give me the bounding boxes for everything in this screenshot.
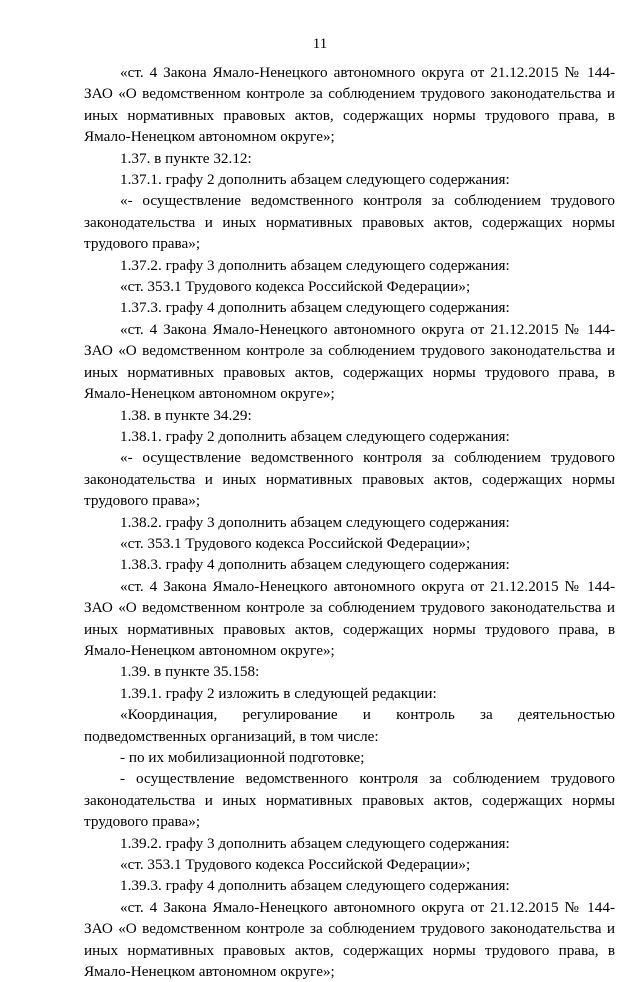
paragraph: «ст. 4 Закона Ямало-Ненецкого автономного округа от 21.12.2015 № 144-ЗАО «О ведомственном контроле за соблюдением трудового законодательства и иных нормативных правовых актов, содержащих нормы трудового права, в Ямало-Ненецком автономном округе»; [84, 64, 615, 146]
paragraph: - по их мобилизационной подготовке; [120, 749, 365, 766]
paragraph: 1.39.2. графу 3 дополнить абзацем следующего содержания: [120, 834, 510, 852]
paragraph: 1.39.3. графу 4 дополнить абзацем следующего содержания: [120, 877, 510, 895]
paragraph: 1.38.2. графу 3 дополнить абзацем следующего содержания: [120, 513, 510, 531]
paragraph: - осуществление ведомственного контроля за соблюдением трудового законодательства и иных нормативных правовых актов, содержащих нормы трудового права»; [84, 770, 615, 831]
paragraph: 1.39.1. графу 2 изложить в следующей редакции: [120, 684, 437, 702]
paragraph: «ст. 4 Закона Ямало-Ненецкого автономного округа от 21.12.2015 № 144-ЗАО «О ведомственном контроле за соблюдением трудового законодательства и иных нормативных правовых актов, содержащих нормы трудового права, в Ямало-Ненецком автономном округе»; [84, 320, 615, 403]
paragraph: 1.38.3. графу 4 дополнить абзацем следующего содержания: [120, 556, 510, 574]
document-body [84, 62, 615, 982]
paragraph: «- осуществление ведомственного контроля за соблюдением трудового законодательства и иных нормативных правовых актов, содержащих нормы трудового права»; [84, 449, 615, 510]
paragraph: «ст. 353.1 Трудового кодекса Российской Федерации»; [120, 856, 471, 874]
paragraph: 1.37. в пункте 32.12: [120, 149, 252, 167]
paragraph: «ст. 4 Закона Ямало-Ненецкого автономного округа от 21.12.2015 № 144-ЗАО «О ведомственном контроле за соблюдением трудового законодательства и иных нормативных правовых актов, содержащих нормы трудового права, в Ямало-Ненецком автономном округе»; [84, 577, 615, 659]
paragraph: «ст. 353.1 Трудового кодекса Российской Федерации»; [120, 278, 471, 296]
paragraph: «ст. 353.1 Трудового кодекса Российской Федерации»; [120, 534, 471, 552]
paragraph: «Координация, регулирование и контроль за деятельностью подведомственных организаций, в том числе: [84, 706, 615, 745]
paragraph: 1.37.1. графу 2 дополнить абзацем следующего содержания: [120, 171, 510, 189]
page-number: 11 [312, 36, 328, 52]
paragraph: «- осуществление ведомственного контроля за соблюдением трудового законодательства и иных нормативных правовых актов, содержащих нормы трудового права»; [84, 192, 615, 253]
paragraph: 1.38.1. графу 2 дополнить абзацем следующего содержания: [120, 427, 510, 445]
paragraph: 1.39. в пункте 35.158: [120, 663, 260, 681]
paragraph: 1.37.3. графу 4 дополнить абзацем следующего содержания: [120, 299, 510, 317]
paragraph: 1.37.2. графу 3 дополнить абзацем следующего содержания: [120, 256, 510, 274]
paragraph: 1.38. в пункте 34.29: [120, 406, 252, 424]
paragraph: «ст. 4 Закона Ямало-Ненецкого автономного округа от 21.12.2015 № 144-ЗАО «О ведомственном контроле за соблюдением трудового законодательства и иных нормативных правовых актов, содержащих нормы трудового права, в Ямало-Ненецком автономном округе»; [84, 898, 615, 981]
